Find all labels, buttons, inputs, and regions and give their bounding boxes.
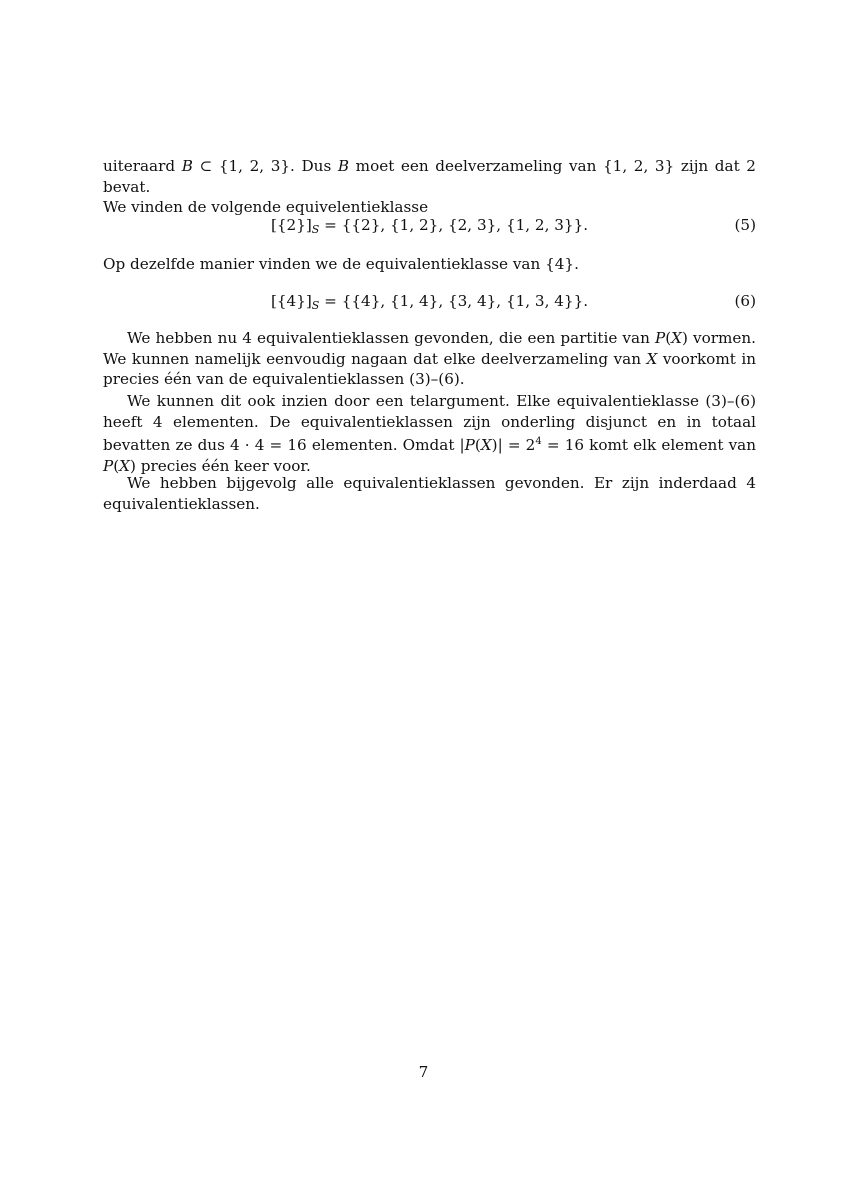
equation-subscript: S: [311, 223, 320, 236]
paragraph-3-text: [103, 328, 756, 390]
math-symbol: B: [181, 157, 193, 175]
text-run: )| = 2: [491, 436, 536, 455]
text-run: = 16 komt elk element van: [541, 436, 756, 455]
text-run: (: [474, 436, 481, 455]
paragraph-2: [103, 254, 756, 275]
text-run: We hebben nu 4 equivalentieklassen gevonden, die een partitie van: [127, 329, 655, 347]
equation-number: (5): [734, 216, 756, 234]
math-symbol: X: [119, 456, 130, 475]
page-number: 7: [418, 1063, 429, 1081]
equation-rhs: = {{4}, {1, 4}, {3, 4}, {1, 3, 4}}.: [319, 292, 589, 310]
math-symbol: P: [103, 456, 114, 475]
math-symbol: X: [646, 349, 658, 368]
text-run: (: [665, 329, 672, 347]
text-run: ) vormen. We kunnen namelijk eenvoudig nagaan dat elke deelverzameling van: [103, 329, 756, 368]
equation-number: (6): [734, 292, 756, 310]
text-run: (: [113, 456, 120, 475]
text-run: ⊂ {1, 2, 3}. Dus: [192, 157, 338, 175]
paragraph-4-text: [103, 391, 756, 476]
math-symbol: X: [480, 436, 492, 455]
math-symbol: P: [654, 329, 666, 347]
paragraph-intro-line-1: [103, 156, 756, 197]
equation-rhs: = {{2}, {1, 2}, {2, 3}, {1, 2, 3}}.: [319, 216, 589, 234]
math-symbol: X: [671, 329, 682, 347]
paragraph-2-text: Op dezelfde manier vinden we de equivalentieklasse van {4}.: [103, 255, 579, 273]
equation-5-body: [103, 213, 756, 242]
equation-6-body: [103, 289, 756, 318]
text-run: ) precies één keer voor.: [129, 456, 311, 475]
paragraph-intro-line-2: We vinden de volgende equivelentieklasse: [103, 198, 429, 217]
equation-5: [103, 213, 756, 237]
text-run: moet een deelverzameling van {1, 2, 3} zijn dat 2 bevat.: [103, 157, 756, 196]
math-symbol: P: [464, 436, 475, 455]
paragraph-3: [103, 328, 756, 390]
paragraph-5: [103, 473, 756, 514]
equation-subscript: S: [311, 299, 320, 312]
text-run: We kunnen dit ook inzien door een telargument. Elke equivalentieklasse (3)–(6) heeft 4 elementen. De equivalentieklassen zijn onderling disjunct en in totaal bevatten ze dus 4 · 4 = 16 elementen. Omdat |: [103, 392, 756, 455]
paragraph-intro: [103, 156, 756, 218]
equation-6: [103, 289, 756, 313]
paragraph-4: [103, 391, 756, 476]
equation-lhs: [{2}]: [270, 216, 312, 234]
math-symbol: B: [337, 157, 350, 175]
text-run: voorkomt in precies één van de equivalentieklassen (3)–(6).: [103, 349, 756, 389]
paragraph-5-text: We hebben bijgevolg alle equivalentieklassen gevonden. Er zijn inderdaad 4 equivalentieklassen.: [103, 474, 756, 513]
superscript: 4: [535, 436, 542, 448]
equation-lhs: [{4}]: [270, 292, 312, 310]
text-run: uiteraard: [103, 157, 182, 175]
